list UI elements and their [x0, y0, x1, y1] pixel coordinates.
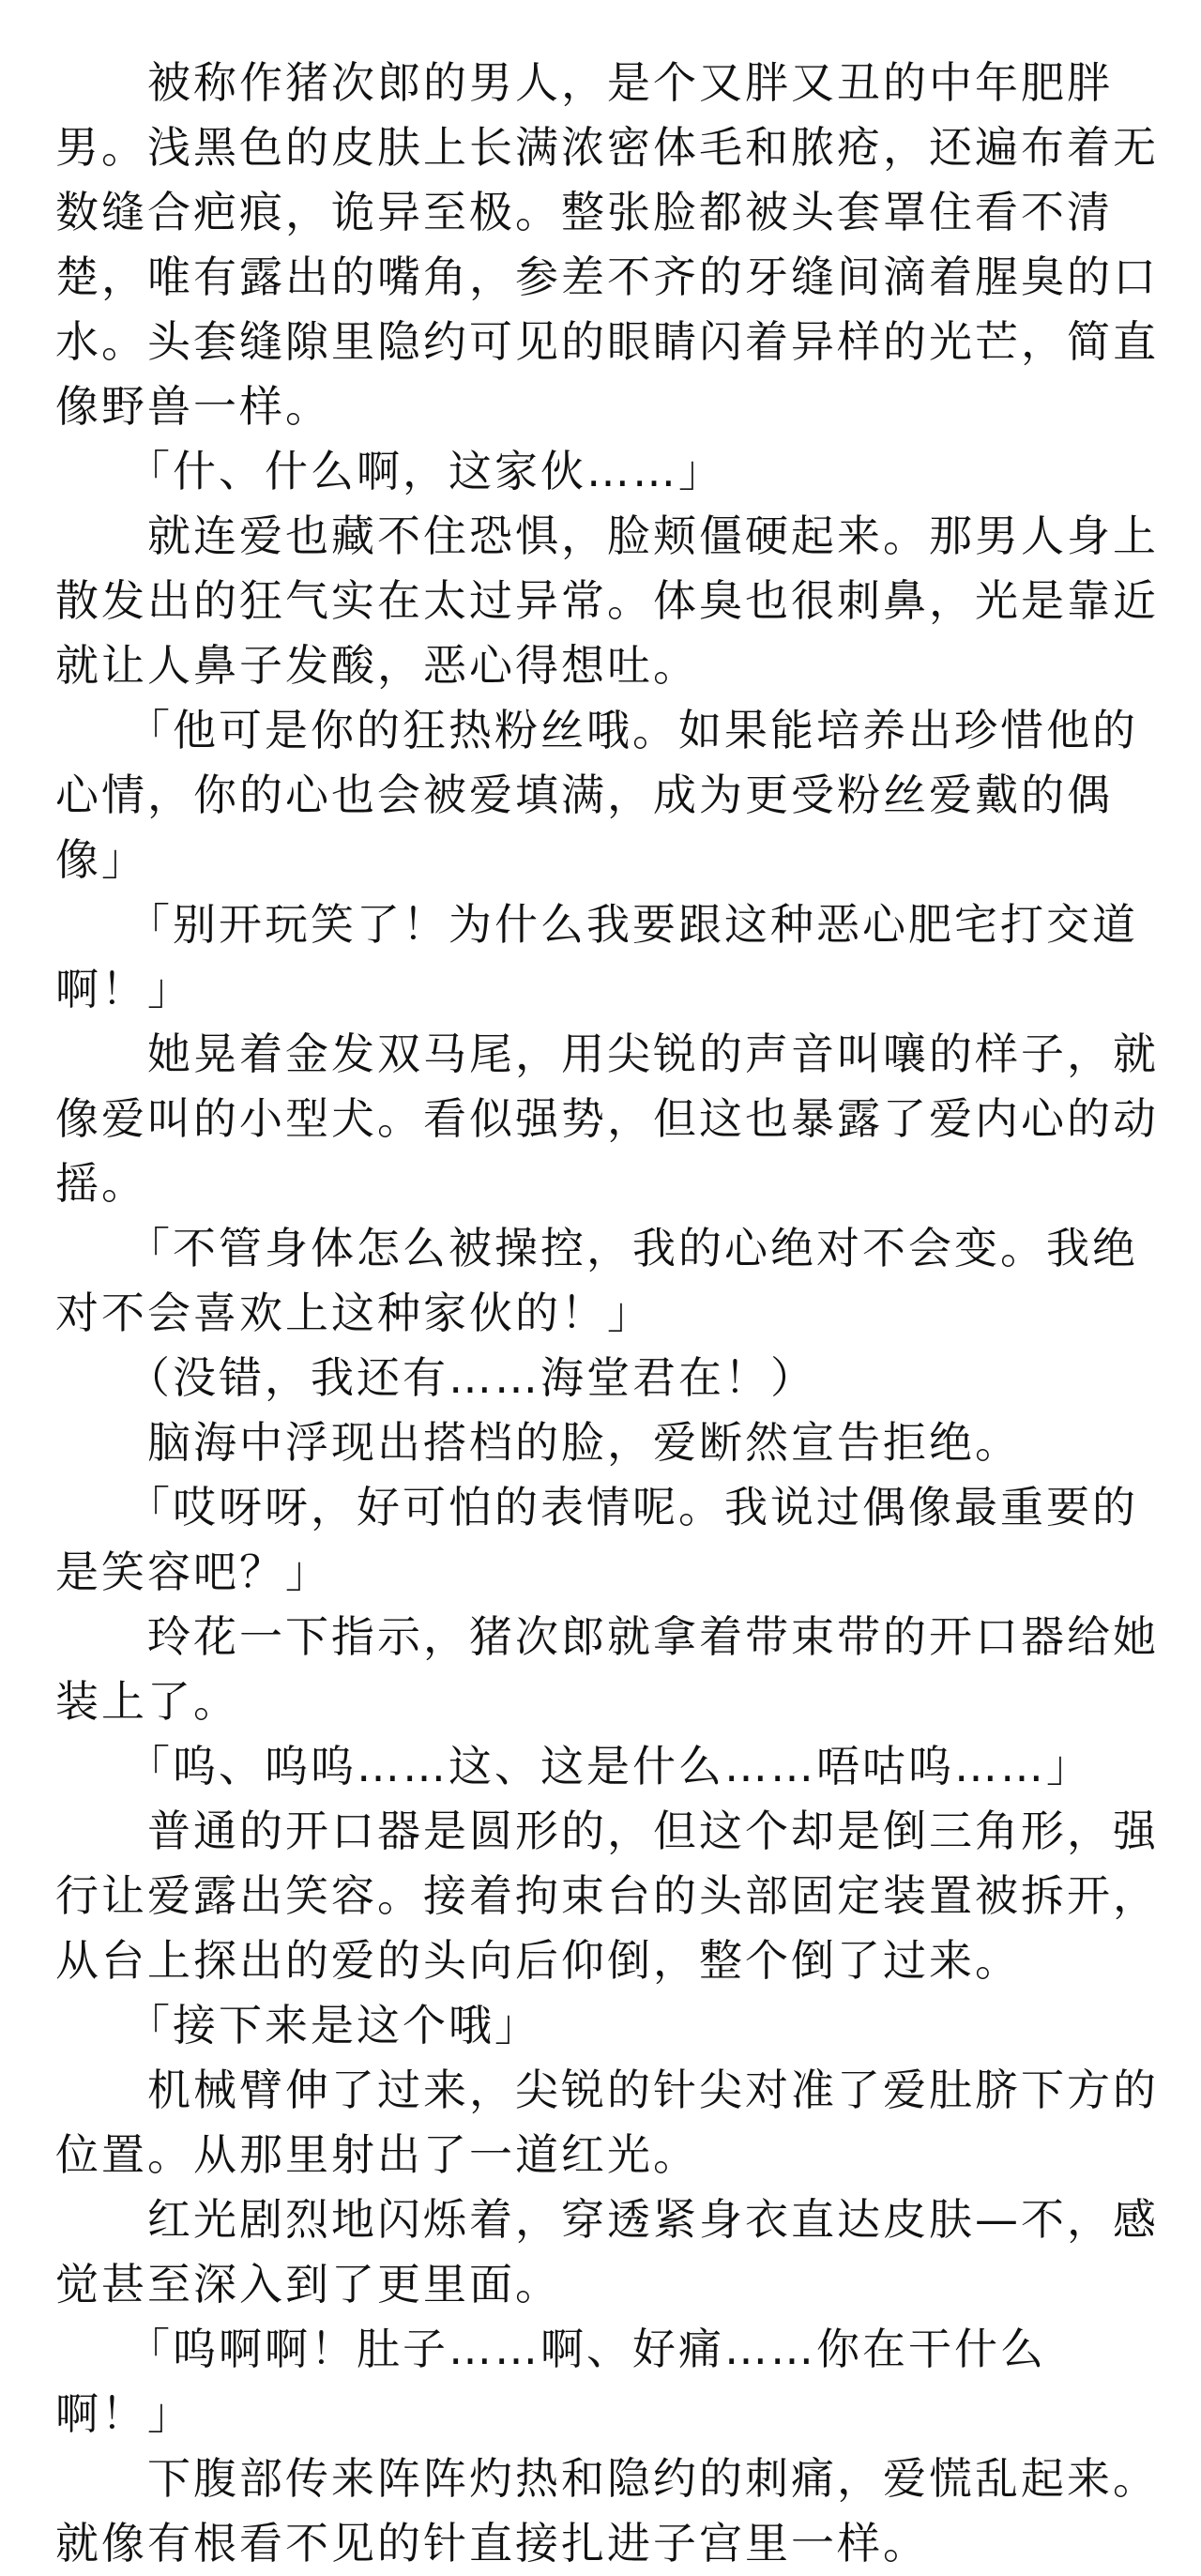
dialogue-line: 「不管身体怎么被操控，我的心绝对不会变。我绝对不会喜欢上这种家伙的！」 [55, 1223, 1138, 1338]
dialogue-line: 「接下来是这个哦」 [127, 2000, 540, 2050]
paragraph: 普通的开口器是圆形的，但这个却是倒三角形，强行让爱露出笑容。接着拘束台的头部固定装置被拆开，从台上探出的爱的头向后仰倒，整个倒了过来。 [55, 1806, 1159, 1986]
dialogue-line: 「呜啊啊！肚子……啊、好痛……你在干什么啊！」 [55, 2324, 1046, 2439]
paragraph: 就连爱也藏不住恐惧，脸颊僵硬起来。那男人身上散发出的狂气实在太过异常。体臭也很刺鼻，光是靠近就让人鼻子发酸，恶心得想吐。 [55, 511, 1159, 691]
paragraph: 机械臂伸了过来，尖锐的针尖对准了爱肚脐下方的位置。从那里射出了一道红光。 [55, 2065, 1159, 2180]
dialogue-line: 「什、什么啊，这家伙……」 [127, 446, 724, 496]
dialogue-line: 「哎呀呀，好可怕的表情呢。我说过偶像最重要的是笑容吧？」 [55, 1482, 1138, 1597]
document-body [55, 51, 1159, 2576]
paragraph: 玲花一下指示，猪次郎就拿着带束带的开口器给她装上了。 [55, 1611, 1159, 1727]
paragraph: 脑海中浮现出搭档的脸，爱断然宣告拒绝。 [147, 1417, 1021, 1468]
paragraph: 红光剧烈地闪烁着，穿透紧身衣直达皮肤—不，感觉甚至深入到了更里面。 [55, 2194, 1159, 2309]
dialogue-line: 「别开玩笑了！为什么我要跟这种恶心肥宅打交道啊！」 [55, 899, 1138, 1014]
thought-line: （没错，我还有……海堂君在！） [127, 1352, 816, 1403]
paragraph: 她晃着金发双马尾，用尖锐的声音叫嚷的样子，就像爱叫的小型犬。看似强势，但这也暴露了爱内心的动摇。 [55, 1029, 1159, 1209]
paragraph: 被称作猪次郎的男人，是个又胖又丑的中年肥胖男。浅黑色的皮肤上长满浓密体毛和脓疮，还遍布着无数缝合疤痕，诡异至极。整张脸都被头套罩住看不清楚，唯有露出的嘴角，参差不齐的牙缝间滴着腥臭的口水。头套缝隙里隐约可见的眼睛闪着异样的光芒，简直像野兽一样。 [55, 57, 1159, 432]
paragraph: 下腹部传来阵阵灼热和隐约的刺痛，爱慌乱起来。就像有根看不见的针直接扎进子宫里一样。 [55, 2453, 1159, 2568]
dialogue-line: 「他可是你的狂热粉丝哦。如果能培养出珍惜他的心情，你的心也会被爱填满，成为更受粉丝爱戴的偶像」 [55, 705, 1138, 885]
dialogue-line: 「呜、呜呜……这、这是什么……唔咕呜……」 [127, 1741, 1092, 1791]
